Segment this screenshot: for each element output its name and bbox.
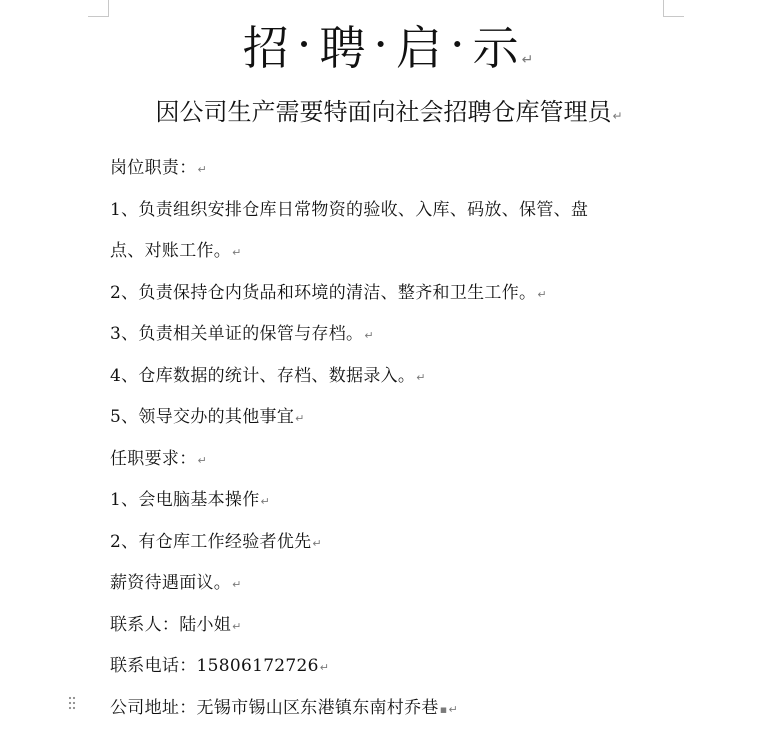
drag-handle-icon-graphic (68, 696, 76, 710)
duty-item-5[interactable] (110, 397, 710, 439)
paragraph-mark-icon: ↵ (319, 661, 330, 674)
duty-item-4[interactable] (110, 356, 710, 398)
page-corner-mark-left (88, 0, 109, 17)
drag-handle-icon[interactable] (68, 696, 76, 710)
line-text: 联系电话：15806172726 (110, 656, 319, 676)
paragraph-mark-icon: ↵ (521, 52, 536, 68)
line-text: 1、负责组织安排仓库日常物资的验收、入库、码放、保管、盘 (110, 199, 589, 220)
title-char: 示 (472, 21, 521, 75)
line-text: 4、仓库数据的统计、存档、数据录入。 (110, 365, 416, 386)
line-text: 2、负责保持仓内货品和环境的清洁、整齐和卫生工作。 (110, 282, 537, 303)
line-text: 薪资待遇面议。 (110, 573, 232, 593)
title-char: 招 (242, 21, 291, 75)
paragraph-mark-icon: ↵ (537, 287, 547, 301)
line-text: 2、有仓库工作经验者优先 (110, 531, 312, 552)
title-char: 聘 (319, 21, 368, 75)
paragraph-mark-icon: ↵ (312, 536, 322, 550)
section-heading-duties[interactable] (110, 148, 710, 190)
paragraph-mark-icon: ↵ (448, 702, 458, 716)
line-text: 5、领导交办的其他事宜 (110, 407, 295, 427)
paragraph-mark-icon: ↵ (232, 578, 242, 591)
paragraph-mark-icon: ↵ (295, 412, 305, 425)
page-corner-mark-right (663, 0, 684, 17)
paragraph-mark-icon: ↵ (197, 163, 208, 176)
title-char: 启 (395, 21, 444, 75)
duty-item-3[interactable] (110, 314, 710, 356)
line-text: 1、会电脑基本操作 (110, 490, 260, 510)
section-heading-requirements[interactable] (110, 439, 710, 481)
requirement-item-1[interactable] (110, 480, 710, 522)
duty-item-2[interactable] (110, 273, 710, 315)
contact-person-line[interactable] (110, 605, 710, 647)
line-text: 联系人：陆小姐 (110, 614, 232, 635)
paragraph-mark-icon: ↵ (232, 619, 242, 633)
salary-line[interactable] (110, 563, 710, 605)
line-text: 公司地址：无锡市锡山区东港镇东南村乔巷 (110, 697, 439, 718)
title-separator: · (373, 17, 390, 71)
paragraph-mark-icon: ↵ (416, 370, 426, 384)
duty-item-1-continued[interactable] (110, 231, 710, 273)
paragraph-mark-icon: ↵ (197, 453, 208, 467)
document-title[interactable] (0, 18, 778, 90)
paragraph-mark-icon: ↵ (612, 109, 623, 123)
document-subtitle[interactable] (0, 92, 778, 136)
document-body[interactable] (110, 148, 710, 729)
requirement-item-2[interactable] (110, 522, 710, 564)
line-text: 岗位职责： (110, 158, 197, 178)
title-separator: · (296, 17, 314, 71)
company-address-line[interactable] (110, 688, 710, 730)
contact-phone-line[interactable] (110, 646, 710, 688)
duty-item-1[interactable] (110, 190, 710, 232)
line-text: 任职要求： (110, 448, 197, 469)
line-text: 3、负责相关单证的保管与存档。 (110, 324, 364, 344)
bullet-mark-icon: ▪ (439, 702, 448, 716)
paragraph-mark-icon: ↵ (232, 246, 242, 259)
line-text: 点、对账工作。 (110, 241, 232, 261)
subtitle-text: 因公司生产需要特面向社会招聘仓库管理员 (155, 98, 612, 126)
paragraph-mark-icon: ↵ (260, 495, 271, 508)
paragraph-mark-icon: ↵ (364, 329, 374, 342)
title-separator: · (449, 17, 467, 71)
